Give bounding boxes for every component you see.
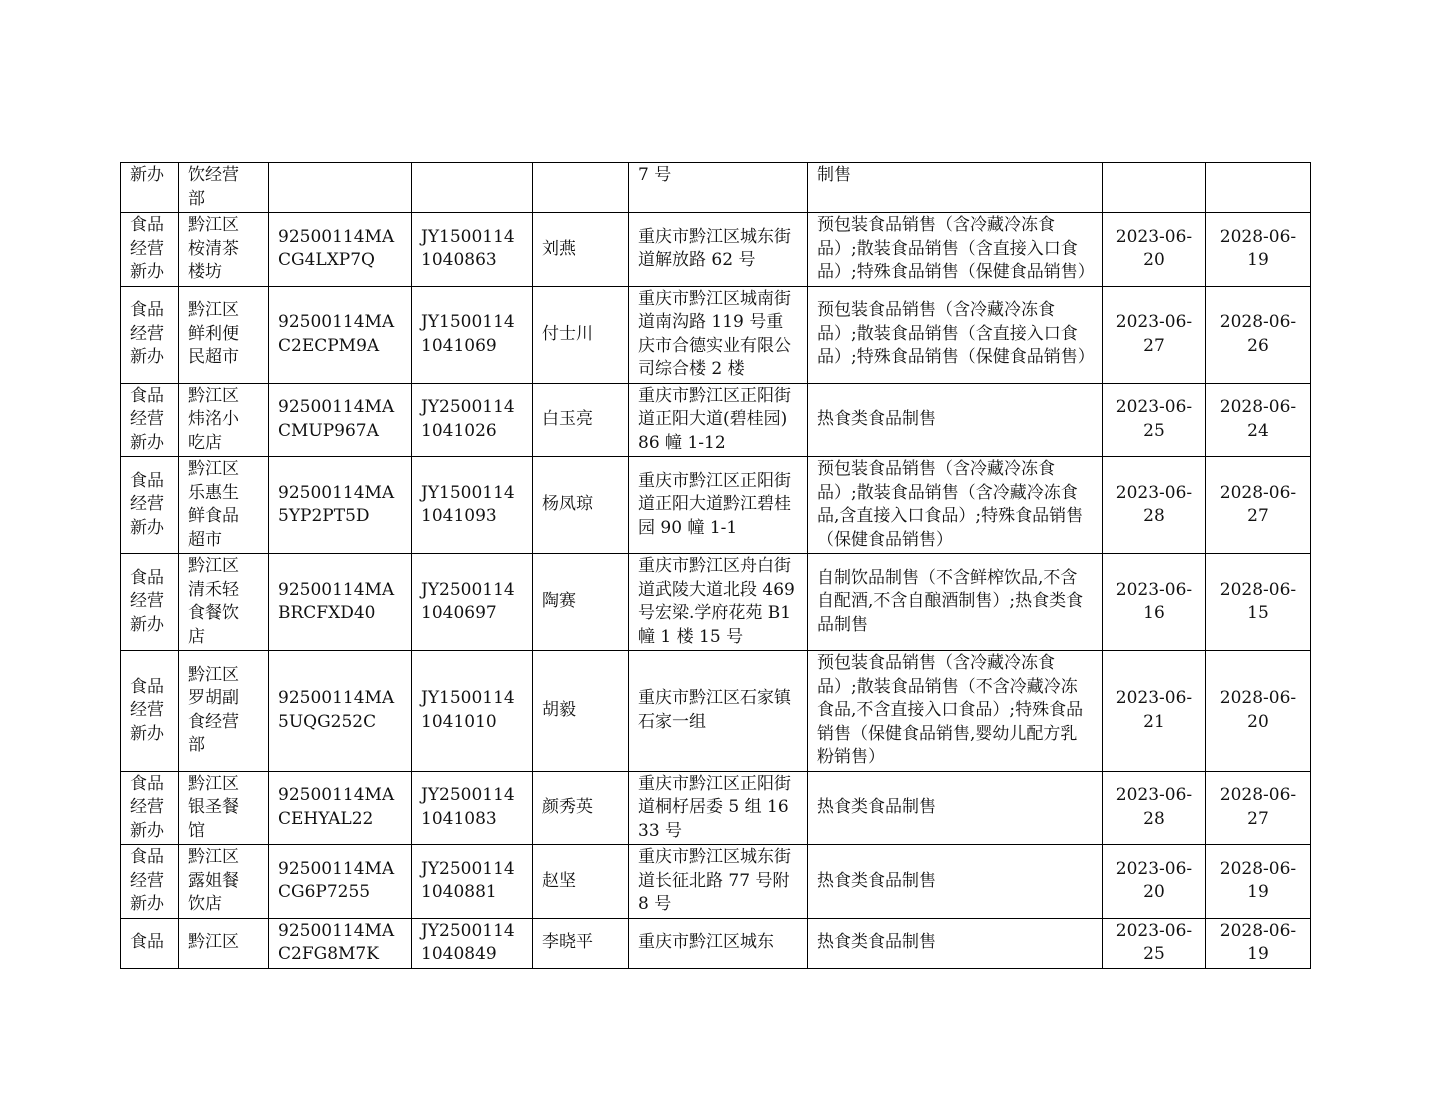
table-row (121, 771, 1311, 845)
cell-expiry-date: 2028-06-24 (1206, 383, 1311, 457)
cell-type: 食品 (121, 918, 179, 968)
cell-address: 重庆市黔江区城东 (629, 918, 808, 968)
cell-legal-person: 赵坚 (533, 845, 629, 919)
cell-scope: 预包装食品销售（含冷藏冷冻食品）;散装食品销售（含直接入口食品）;特殊食品销售（保健食品销售） (808, 213, 1103, 287)
cell-expiry-date: 2028-06-27 (1206, 771, 1311, 845)
cell-expiry-date: 2028-06-27 (1206, 457, 1311, 554)
cell-credit-code: 92500114MACG4LXP7Q (269, 213, 412, 287)
table-row (121, 213, 1311, 287)
cell-expiry-date: 2028-06-19 (1206, 918, 1311, 968)
cell-scope: 预包装食品销售（含冷藏冷冻食品）;散装食品销售（含冷藏冷冻食品,含直接入口食品）;特殊食品销售（保健食品销售） (808, 457, 1103, 554)
cell-name: 黔江区银圣餐馆 (179, 771, 269, 845)
table-row (121, 457, 1311, 554)
cell-issue-date: 2023-06-28 (1103, 771, 1206, 845)
cell-legal-person: 刘燕 (533, 213, 629, 287)
cell-type: 食品经营新办 (121, 213, 179, 287)
cell-legal-person: 胡毅 (533, 651, 629, 772)
table-row (121, 651, 1311, 772)
cell-issue-date: 2023-06-28 (1103, 457, 1206, 554)
table-row (121, 383, 1311, 457)
cell-issue-date (1103, 163, 1206, 213)
cell-name: 黔江区鲜利便民超市 (179, 286, 269, 383)
cell-type: 食品经营新办 (121, 383, 179, 457)
cell-issue-date: 2023-06-20 (1103, 213, 1206, 287)
cell-credit-code: 92500114MACG6P7255 (269, 845, 412, 919)
cell-address: 重庆市黔江区舟白街道武陵大道北段 469 号宏梁.学府花苑 B1 幢 1 楼 15 号 (629, 554, 808, 651)
cell-legal-person: 颜秀英 (533, 771, 629, 845)
cell-license-no: JY25001141040697 (412, 554, 533, 651)
cell-name: 黔江区炜洺小吃店 (179, 383, 269, 457)
cell-type: 食品经营新办 (121, 651, 179, 772)
cell-address: 重庆市黔江区城南街道南沟路 119 号重庆市合德实业有限公司综合楼 2 楼 (629, 286, 808, 383)
cell-legal-person: 李晓平 (533, 918, 629, 968)
table-row (121, 845, 1311, 919)
table-row (121, 163, 1311, 213)
cell-credit-code: 92500114MAC2FG8M7K (269, 918, 412, 968)
table-body (121, 163, 1311, 969)
cell-address: 重庆市黔江区正阳街道正阳大道黔江碧桂园 90 幢 1-1 (629, 457, 808, 554)
cell-expiry-date (1206, 163, 1311, 213)
cell-address: 重庆市黔江区正阳街道桐杍居委 5 组 1633 号 (629, 771, 808, 845)
table-row (121, 286, 1311, 383)
cell-name: 黔江区乐惠生鲜食品超市 (179, 457, 269, 554)
cell-address: 重庆市黔江区正阳街道正阳大道(碧桂园)86 幢 1-12 (629, 383, 808, 457)
cell-credit-code (269, 163, 412, 213)
cell-license-no: JY15001141041093 (412, 457, 533, 554)
cell-issue-date: 2023-06-27 (1103, 286, 1206, 383)
cell-legal-person: 付士川 (533, 286, 629, 383)
cell-expiry-date: 2028-06-15 (1206, 554, 1311, 651)
cell-expiry-date: 2028-06-19 (1206, 845, 1311, 919)
cell-credit-code: 92500114MAC2ECPM9A (269, 286, 412, 383)
cell-legal-person: 白玉亮 (533, 383, 629, 457)
cell-license-no: JY15001141040863 (412, 213, 533, 287)
cell-legal-person: 陶赛 (533, 554, 629, 651)
cell-name: 饮经营部 (179, 163, 269, 213)
cell-license-no (412, 163, 533, 213)
cell-license-no: JY25001141041026 (412, 383, 533, 457)
cell-credit-code: 92500114MACEHYAL22 (269, 771, 412, 845)
cell-scope: 制售 (808, 163, 1103, 213)
cell-scope: 热食类食品制售 (808, 845, 1103, 919)
cell-scope: 热食类食品制售 (808, 918, 1103, 968)
license-table (120, 162, 1311, 969)
cell-name: 黔江区桉清茶楼坊 (179, 213, 269, 287)
table-row (121, 554, 1311, 651)
cell-legal-person: 杨凤琼 (533, 457, 629, 554)
cell-issue-date: 2023-06-25 (1103, 383, 1206, 457)
cell-type: 食品经营新办 (121, 286, 179, 383)
table-row (121, 918, 1311, 968)
cell-type: 食品经营新办 (121, 457, 179, 554)
cell-scope: 热食类食品制售 (808, 383, 1103, 457)
cell-license-no: JY25001141040849 (412, 918, 533, 968)
cell-address: 重庆市黔江区城东街道长征北路 77 号附 8 号 (629, 845, 808, 919)
cell-name: 黔江区 (179, 918, 269, 968)
cell-credit-code: 92500114MABRCFXD40 (269, 554, 412, 651)
cell-scope: 预包装食品销售（含冷藏冷冻食品）;散装食品销售（不含冷藏冷冻食品,不含直接入口食品）;特殊食品销售（保健食品销售,婴幼儿配方乳粉销售） (808, 651, 1103, 772)
cell-credit-code: 92500114MA5YP2PT5D (269, 457, 412, 554)
cell-type: 新办 (121, 163, 179, 213)
cell-scope: 自制饮品制售（不含鲜榨饮品,不含自配酒,不含自酿酒制售）;热食类食品制售 (808, 554, 1103, 651)
cell-legal-person (533, 163, 629, 213)
cell-type: 食品经营新办 (121, 554, 179, 651)
cell-address: 7 号 (629, 163, 808, 213)
cell-expiry-date: 2028-06-26 (1206, 286, 1311, 383)
cell-address: 重庆市黔江区城东街道解放路 62 号 (629, 213, 808, 287)
cell-expiry-date: 2028-06-20 (1206, 651, 1311, 772)
cell-issue-date: 2023-06-21 (1103, 651, 1206, 772)
cell-address: 重庆市黔江区石家镇石家一组 (629, 651, 808, 772)
cell-name: 黔江区露姐餐饮店 (179, 845, 269, 919)
cell-issue-date: 2023-06-16 (1103, 554, 1206, 651)
cell-credit-code: 92500114MACMUP967A (269, 383, 412, 457)
cell-license-no: JY25001141040881 (412, 845, 533, 919)
cell-scope: 热食类食品制售 (808, 771, 1103, 845)
cell-license-no: JY25001141041083 (412, 771, 533, 845)
cell-name: 黔江区清禾轻食餐饮店 (179, 554, 269, 651)
cell-scope: 预包装食品销售（含冷藏冷冻食品）;散装食品销售（含直接入口食品）;特殊食品销售（保健食品销售） (808, 286, 1103, 383)
cell-license-no: JY15001141041069 (412, 286, 533, 383)
cell-name: 黔江区罗胡副食经营部 (179, 651, 269, 772)
cell-license-no: JY15001141041010 (412, 651, 533, 772)
cell-credit-code: 92500114MA5UQG252C (269, 651, 412, 772)
cell-issue-date: 2023-06-25 (1103, 918, 1206, 968)
cell-issue-date: 2023-06-20 (1103, 845, 1206, 919)
cell-type: 食品经营新办 (121, 771, 179, 845)
cell-expiry-date: 2028-06-19 (1206, 213, 1311, 287)
cell-type: 食品经营新办 (121, 845, 179, 919)
